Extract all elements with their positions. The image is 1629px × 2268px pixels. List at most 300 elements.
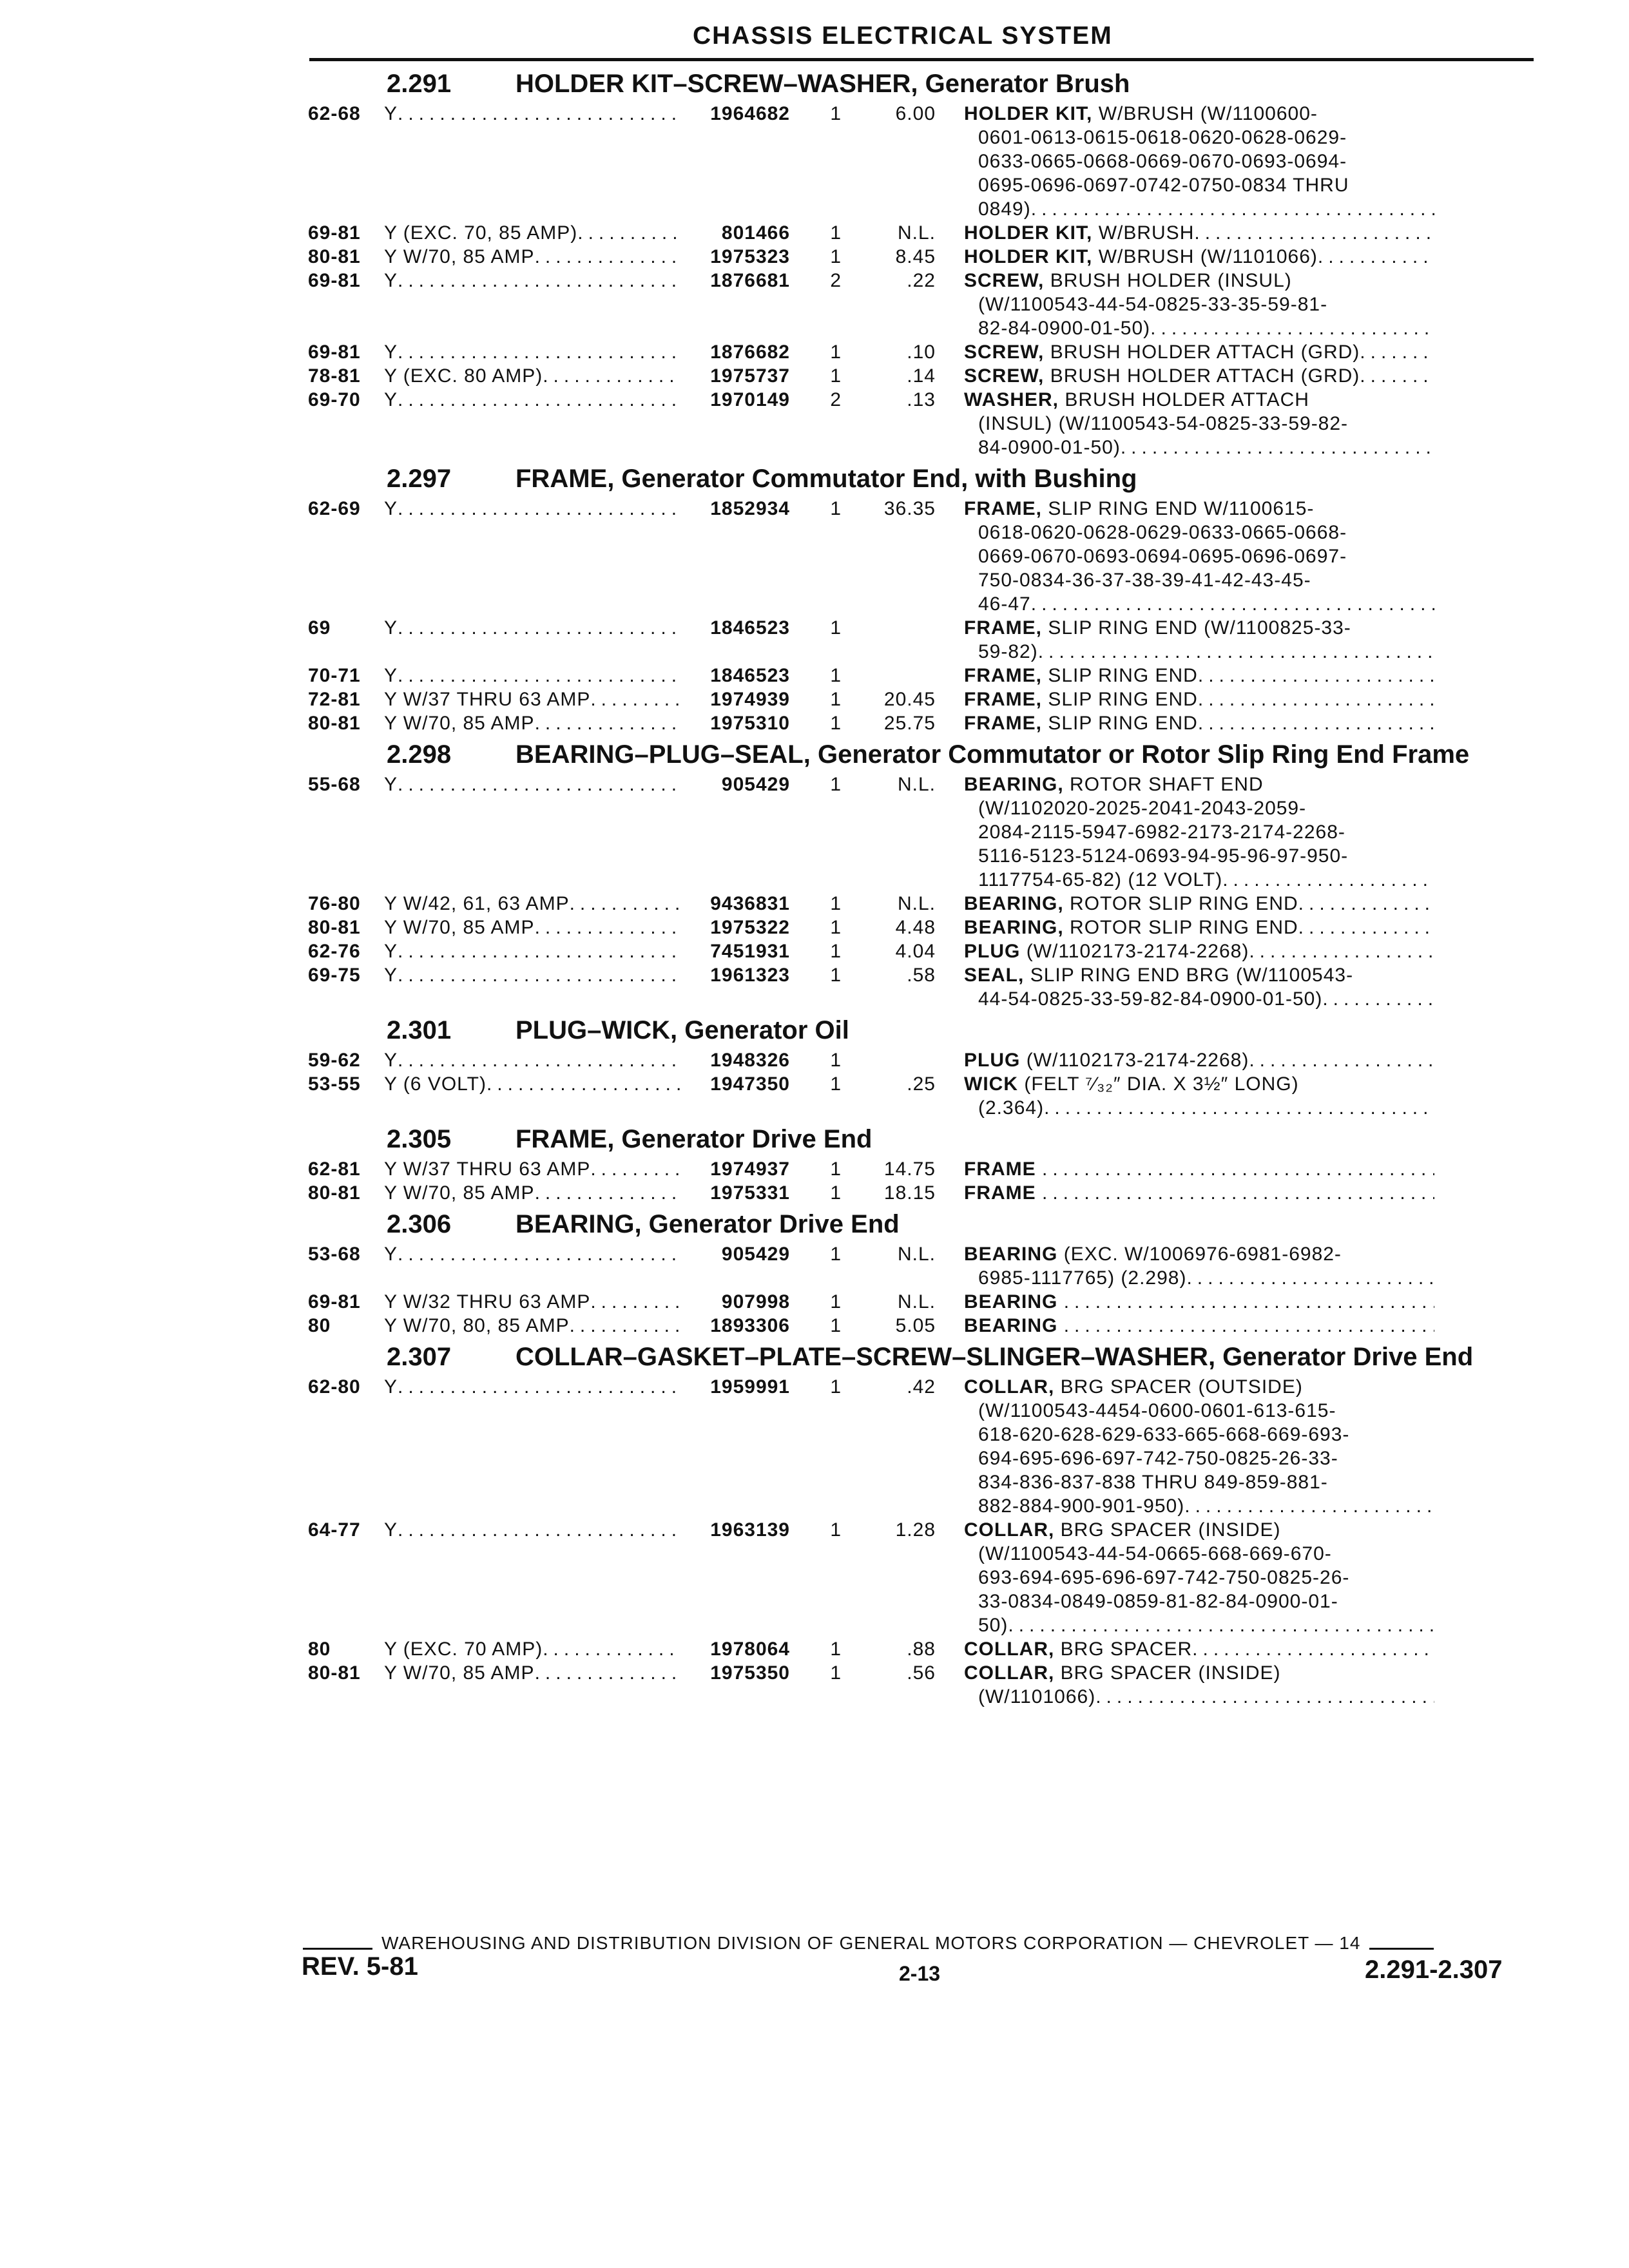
application: [384, 269, 680, 293]
leader-dots: [577, 221, 680, 245]
leader-dots: [1192, 1637, 1434, 1661]
price: N.L.: [897, 774, 936, 795]
model-years: 69-70: [308, 389, 361, 410]
application: [384, 102, 680, 126]
description: [964, 1157, 1434, 1181]
catalog-section: [308, 1210, 1532, 1338]
description-text: SLIP RING END: [1048, 713, 1198, 734]
quantity: 1: [830, 341, 842, 363]
application-text: Y: [384, 103, 398, 124]
quantity: 2: [830, 389, 842, 410]
description-text: 6985-1117765) (2.298): [978, 1267, 1187, 1289]
model-years: 69-81: [308, 270, 361, 291]
price: .10: [907, 341, 936, 363]
description: [964, 269, 1434, 340]
name-gap: [1042, 687, 1048, 711]
description-line: [964, 868, 1434, 892]
description-text: (FELT ⁷⁄₃₂″ DIA. X 3½″ LONG): [1024, 1073, 1299, 1095]
application-text: Y: [384, 617, 398, 639]
description-line: [964, 664, 1434, 687]
description-text: 33-0834-0849-0859-81-82-84-0900-01-: [978, 1591, 1338, 1612]
description-text: 0849): [978, 198, 1031, 220]
description-line: [964, 544, 1434, 568]
model-years: 62-68: [308, 103, 361, 124]
section-number: 2.305: [387, 1125, 452, 1153]
description-line: [964, 173, 1434, 197]
model-years: 80-81: [308, 917, 361, 938]
part-number: 1893306: [710, 1315, 790, 1336]
quantity: 1: [830, 665, 842, 686]
leader-dots: [1194, 221, 1434, 245]
parts-catalog: [308, 64, 1532, 1709]
application-text: Y (EXC. 70 AMP): [384, 1639, 543, 1660]
section-heading: [387, 740, 1532, 769]
name-gap: [1042, 711, 1048, 735]
description: [964, 1314, 1434, 1338]
description-line: [964, 102, 1434, 126]
description: [964, 939, 1434, 963]
section-number: 2.307: [387, 1343, 452, 1371]
description: [964, 892, 1434, 916]
name-gap: [1054, 1375, 1060, 1399]
description-line: [964, 293, 1434, 316]
application: [384, 1290, 680, 1314]
catalog-section: [308, 1343, 1532, 1709]
description-line: [964, 497, 1434, 521]
description-text: 694-695-696-697-742-750-0825-26-33-: [978, 1448, 1338, 1469]
part-name: BEARING: [964, 1244, 1058, 1265]
description: [964, 687, 1434, 711]
description-text: BRG SPACER (INSIDE): [1060, 1662, 1281, 1684]
quantity: 1: [830, 365, 842, 387]
quantity: 1: [830, 222, 842, 244]
part-name: WICK: [964, 1073, 1018, 1095]
model-years: 53-68: [308, 1244, 361, 1265]
description-line: [964, 1242, 1434, 1266]
description-line: [964, 711, 1434, 735]
description-text: BRUSH HOLDER ATTACH (GRD): [1050, 365, 1360, 387]
description-line: [964, 616, 1434, 640]
part-number: 905429: [721, 774, 790, 795]
application: [384, 221, 680, 245]
application-text: Y (EXC. 80 AMP): [384, 365, 543, 387]
section-heading: [387, 1016, 1532, 1044]
part-row: [308, 616, 1532, 664]
leader-dots: [1198, 664, 1434, 687]
part-name: BEARING,: [964, 917, 1064, 938]
description-text: 82-84-0900-01-50): [978, 318, 1151, 339]
leader-dots: [1064, 1290, 1434, 1314]
application: [384, 687, 680, 711]
description-line: [964, 521, 1434, 544]
quantity: 1: [830, 917, 842, 938]
leader-dots: [1298, 892, 1434, 916]
model-years: 62-69: [308, 498, 361, 519]
description-line: [964, 568, 1434, 592]
part-row: [308, 245, 1532, 269]
quantity: 1: [830, 246, 842, 267]
part-row: [308, 1661, 1532, 1709]
application-text: Y: [384, 1050, 398, 1071]
application-text: Y: [384, 498, 398, 519]
description: [964, 963, 1434, 1011]
leader-dots: [1031, 592, 1434, 616]
description-line: [964, 1661, 1434, 1685]
price: 20.45: [883, 689, 936, 710]
description-text: (2.364): [978, 1097, 1045, 1119]
description-text: BRUSH HOLDER ATTACH (GRD): [1050, 341, 1360, 363]
description: [964, 1181, 1434, 1205]
part-name: HOLDER KIT,: [964, 103, 1093, 124]
description-line: [964, 269, 1434, 293]
description: [964, 245, 1434, 269]
description-text: 5116-5123-5124-0693-94-95-96-97-950-: [978, 845, 1349, 867]
page-number: 2-13: [899, 1962, 941, 1985]
part-number: 907998: [721, 1291, 790, 1312]
model-years: 80: [308, 1315, 331, 1336]
description-text: 693-694-695-696-697-742-750-0825-26-: [978, 1567, 1350, 1588]
price: N.L.: [897, 1244, 936, 1265]
quantity: 1: [830, 941, 842, 962]
price: 25.75: [883, 713, 936, 734]
part-name: COLLAR,: [964, 1639, 1055, 1660]
description-line: [964, 687, 1434, 711]
name-gap: [1044, 340, 1050, 364]
part-row: [308, 1242, 1532, 1290]
description-text: (W/1102173-2174-2268): [1026, 941, 1249, 962]
section-number: 2.298: [387, 740, 452, 769]
description-line: [964, 412, 1434, 436]
application: [384, 664, 680, 687]
description-text: ROTOR SHAFT END: [1070, 774, 1264, 795]
quantity: 1: [830, 1182, 842, 1204]
name-gap: [1064, 916, 1070, 939]
price: .22: [907, 270, 936, 291]
leader-dots: [1198, 711, 1434, 735]
name-gap: [1042, 616, 1048, 640]
catalog-section: [308, 740, 1532, 1011]
description-line: [964, 1637, 1434, 1661]
model-years: 55-68: [308, 774, 361, 795]
name-gap: [1054, 1661, 1060, 1685]
description: [964, 916, 1434, 939]
application: [384, 711, 680, 735]
leader-dots: [1042, 1181, 1434, 1205]
application-text: Y: [384, 1376, 398, 1398]
description-text: 59-82): [978, 641, 1038, 662]
part-name: SEAL,: [964, 965, 1025, 986]
footer-rule-left: [303, 1948, 372, 1950]
part-number: 1974939: [710, 689, 790, 710]
part-number: 1852934: [710, 498, 790, 519]
description-text: BRUSH HOLDER ATTACH: [1065, 389, 1309, 410]
leader-dots: [570, 1314, 680, 1338]
name-gap: [1059, 388, 1065, 412]
leader-dots: [398, 1048, 680, 1072]
catalog-section: [308, 70, 1532, 459]
description: [964, 1661, 1434, 1709]
leader-dots: [535, 245, 680, 269]
description: [964, 1637, 1434, 1661]
description-text: (EXC. W/1006976-6981-6982-: [1063, 1244, 1342, 1265]
name-gap: [1024, 963, 1030, 987]
model-years: 76-80: [308, 893, 361, 914]
section-heading: [387, 465, 1532, 493]
description-text: 1117754-65-82) (12 VOLT): [978, 869, 1223, 890]
quantity: 1: [830, 713, 842, 734]
section-title: FRAME, Generator Drive End: [516, 1125, 872, 1153]
application-text: Y W/70, 85 AMP: [384, 246, 535, 267]
model-years: 80-81: [308, 1662, 361, 1684]
part-name: PLUG: [964, 1050, 1021, 1071]
description-line: [964, 640, 1434, 664]
price: .13: [907, 389, 936, 410]
description: [964, 102, 1434, 221]
part-row: [308, 1157, 1532, 1181]
part-number: 1975331: [710, 1182, 790, 1204]
name-gap: [1042, 497, 1048, 521]
description-line: [964, 245, 1434, 269]
description-text: 84-0900-01-50): [978, 437, 1121, 458]
section-title: FRAME, Generator Commutator End, with Bushing: [516, 465, 1137, 493]
price: 1.28: [895, 1519, 936, 1541]
description-text: 46-47: [978, 593, 1031, 615]
part-number: 1974937: [710, 1158, 790, 1180]
catalog-section: [308, 465, 1532, 735]
application-text: Y: [384, 774, 398, 795]
price: N.L.: [897, 222, 936, 244]
description-line: [964, 1423, 1434, 1446]
section-range: 2.291-2.307: [1365, 1956, 1503, 1984]
application: [384, 892, 680, 916]
quantity: 1: [830, 1376, 842, 1398]
leader-dots: [1044, 1096, 1434, 1120]
name-gap: [1057, 1290, 1063, 1314]
part-number: 1948326: [710, 1050, 790, 1071]
section-heading: [387, 1343, 1532, 1371]
part-row: [308, 687, 1532, 711]
application-text: Y W/37 THRU 63 AMP: [384, 689, 591, 710]
application-text: Y: [384, 665, 398, 686]
name-gap: [1092, 245, 1098, 269]
part-row: [308, 1048, 1532, 1072]
description: [964, 1375, 1434, 1518]
leader-dots: [398, 1242, 680, 1266]
part-name: BEARING: [964, 1315, 1058, 1336]
application-text: Y: [384, 389, 398, 410]
description-text: 0601-0613-0615-0618-0620-0628-0629-: [978, 127, 1347, 148]
section-heading: [387, 70, 1532, 98]
leader-dots: [543, 364, 680, 388]
part-row: [308, 916, 1532, 939]
description-line: [964, 436, 1434, 459]
model-years: 80-81: [308, 246, 361, 267]
name-gap: [1036, 1181, 1042, 1205]
price: N.L.: [897, 893, 936, 914]
model-years: 59-62: [308, 1050, 361, 1071]
part-number: 1975310: [710, 713, 790, 734]
leader-dots: [1249, 939, 1434, 963]
description-text: (INSUL) (W/1100543-54-0825-33-59-82-: [978, 413, 1349, 434]
description: [964, 773, 1434, 892]
description-text: BRG SPACER: [1060, 1639, 1193, 1660]
footer-rule-right: [1369, 1948, 1434, 1950]
part-number: 1961323: [710, 965, 790, 986]
description-line: [964, 987, 1434, 1011]
description-line: [964, 388, 1434, 412]
description-line: [964, 1072, 1434, 1096]
description-line: [964, 1375, 1434, 1399]
catalog-section: [308, 1125, 1532, 1205]
application-text: Y: [384, 941, 398, 962]
leader-dots: [398, 340, 680, 364]
application: [384, 916, 680, 939]
description-line: [964, 126, 1434, 149]
part-number: 1964682: [710, 103, 790, 124]
leader-dots: [1184, 1494, 1434, 1518]
application-text: Y: [384, 1244, 398, 1265]
description-text: SLIP RING END: [1048, 689, 1198, 710]
application: [384, 963, 680, 987]
application: [384, 245, 680, 269]
part-number: 1963139: [710, 1519, 790, 1541]
description-text: BRG SPACER (OUTSIDE): [1060, 1376, 1303, 1398]
section-number: 2.306: [387, 1210, 452, 1238]
quantity: 1: [830, 617, 842, 639]
leader-dots: [398, 388, 680, 412]
section-heading: [387, 1125, 1532, 1153]
part-name: BEARING,: [964, 774, 1064, 795]
name-gap: [1044, 364, 1050, 388]
part-number: 1876681: [710, 270, 790, 291]
description: [964, 1048, 1434, 1072]
leader-dots: [1095, 1685, 1434, 1709]
part-number: 1947350: [710, 1073, 790, 1095]
description-line: [964, 1048, 1434, 1072]
section-title: HOLDER KIT–SCREW–WASHER, Generator Brush: [516, 70, 1130, 98]
application: [384, 939, 680, 963]
part-row: [308, 340, 1532, 364]
part-row: [308, 364, 1532, 388]
part-row: [308, 773, 1532, 892]
section-title: BEARING–PLUG–SEAL, Generator Commutator or Rotor Slip Ring End Frame: [516, 740, 1470, 769]
application-text: Y W/37 THRU 63 AMP: [384, 1158, 591, 1180]
description-line: [964, 773, 1434, 796]
name-gap: [1036, 1157, 1042, 1181]
part-row: [308, 939, 1532, 963]
leader-dots: [535, 711, 680, 735]
page-title: CHASSIS ELECTRICAL SYSTEM: [693, 22, 1113, 50]
application-text: Y: [384, 341, 398, 363]
quantity: 1: [830, 893, 842, 914]
application: [384, 773, 680, 796]
description-text: BRUSH HOLDER (INSUL): [1050, 270, 1292, 291]
description-line: [964, 1314, 1434, 1338]
section-title: PLUG–WICK, Generator Oil: [516, 1016, 849, 1044]
price: 4.48: [895, 917, 936, 938]
part-name: COLLAR,: [964, 1376, 1055, 1398]
description-text: 0618-0620-0628-0629-0633-0665-0668-: [978, 522, 1347, 543]
application-text: Y W/70, 85 AMP: [384, 1662, 535, 1684]
part-number: 1846523: [710, 665, 790, 686]
description: [964, 388, 1434, 459]
name-gap: [1020, 1048, 1026, 1072]
name-gap: [1064, 892, 1070, 916]
quantity: 1: [830, 1291, 842, 1312]
application-text: Y W/70, 85 AMP: [384, 713, 535, 734]
description-text: (W/1102020-2025-2041-2043-2059-: [978, 798, 1307, 819]
description-line: [964, 1470, 1434, 1494]
leader-dots: [1150, 316, 1434, 340]
description: [964, 616, 1434, 664]
part-name: COLLAR,: [964, 1519, 1055, 1541]
model-years: 70-71: [308, 665, 361, 686]
description-text: (W/1100543-44-54-0825-33-35-59-81-: [978, 294, 1328, 315]
price: .14: [907, 365, 936, 387]
name-gap: [1092, 102, 1098, 126]
description: [964, 1072, 1434, 1120]
application: [384, 1242, 680, 1266]
leader-dots: [1249, 1048, 1434, 1072]
description-text: 834-836-837-838 THRU 849-859-881-: [978, 1472, 1328, 1493]
description-text: 0695-0696-0697-0742-0750-0834 THRU: [978, 175, 1349, 196]
application-text: Y W/70, 85 AMP: [384, 917, 535, 938]
price: .42: [907, 1376, 936, 1398]
section-number: 2.291: [387, 70, 452, 98]
catalog-section: [308, 1016, 1532, 1120]
price: .88: [907, 1639, 936, 1660]
description-text: 618-620-628-629-633-665-668-669-693-: [978, 1424, 1350, 1445]
model-years: 80-81: [308, 713, 361, 734]
application: [384, 340, 680, 364]
footer-division-line: [303, 1933, 1527, 1954]
part-row: [308, 1181, 1532, 1205]
description-text: (W/1100543-44-54-0665-668-669-670-: [978, 1543, 1332, 1564]
description-line: [964, 316, 1434, 340]
leader-dots: [1360, 340, 1434, 364]
leader-dots: [398, 773, 680, 796]
leader-dots: [398, 269, 680, 293]
part-name: PLUG: [964, 941, 1021, 962]
description-text: SLIP RING END: [1048, 665, 1198, 686]
description-line: [964, 1685, 1434, 1709]
section-number: 2.301: [387, 1016, 452, 1044]
quantity: 1: [830, 1073, 842, 1095]
part-row: [308, 1518, 1532, 1637]
part-row: [308, 221, 1532, 245]
leader-dots: [398, 963, 680, 987]
leader-dots: [535, 1661, 680, 1685]
leader-dots: [1222, 868, 1434, 892]
part-number: 1975350: [710, 1662, 790, 1684]
name-gap: [1044, 269, 1050, 293]
leader-dots: [1038, 640, 1434, 664]
price: N.L.: [897, 1291, 936, 1312]
leader-dots: [487, 1072, 680, 1096]
part-name: COLLAR,: [964, 1662, 1055, 1684]
leader-dots: [398, 939, 680, 963]
part-number: 801466: [721, 222, 790, 244]
description-line: [964, 1266, 1434, 1290]
description-text: 750-0834-36-37-38-39-41-42-43-45-: [978, 570, 1311, 591]
header-rule: [309, 58, 1534, 61]
quantity: 2: [830, 270, 842, 291]
part-number: 1975322: [710, 917, 790, 938]
section-heading: [387, 1210, 1532, 1238]
description-text: SLIP RING END (W/1100825-33-: [1048, 617, 1351, 639]
price: .58: [907, 965, 936, 986]
application: [384, 364, 680, 388]
